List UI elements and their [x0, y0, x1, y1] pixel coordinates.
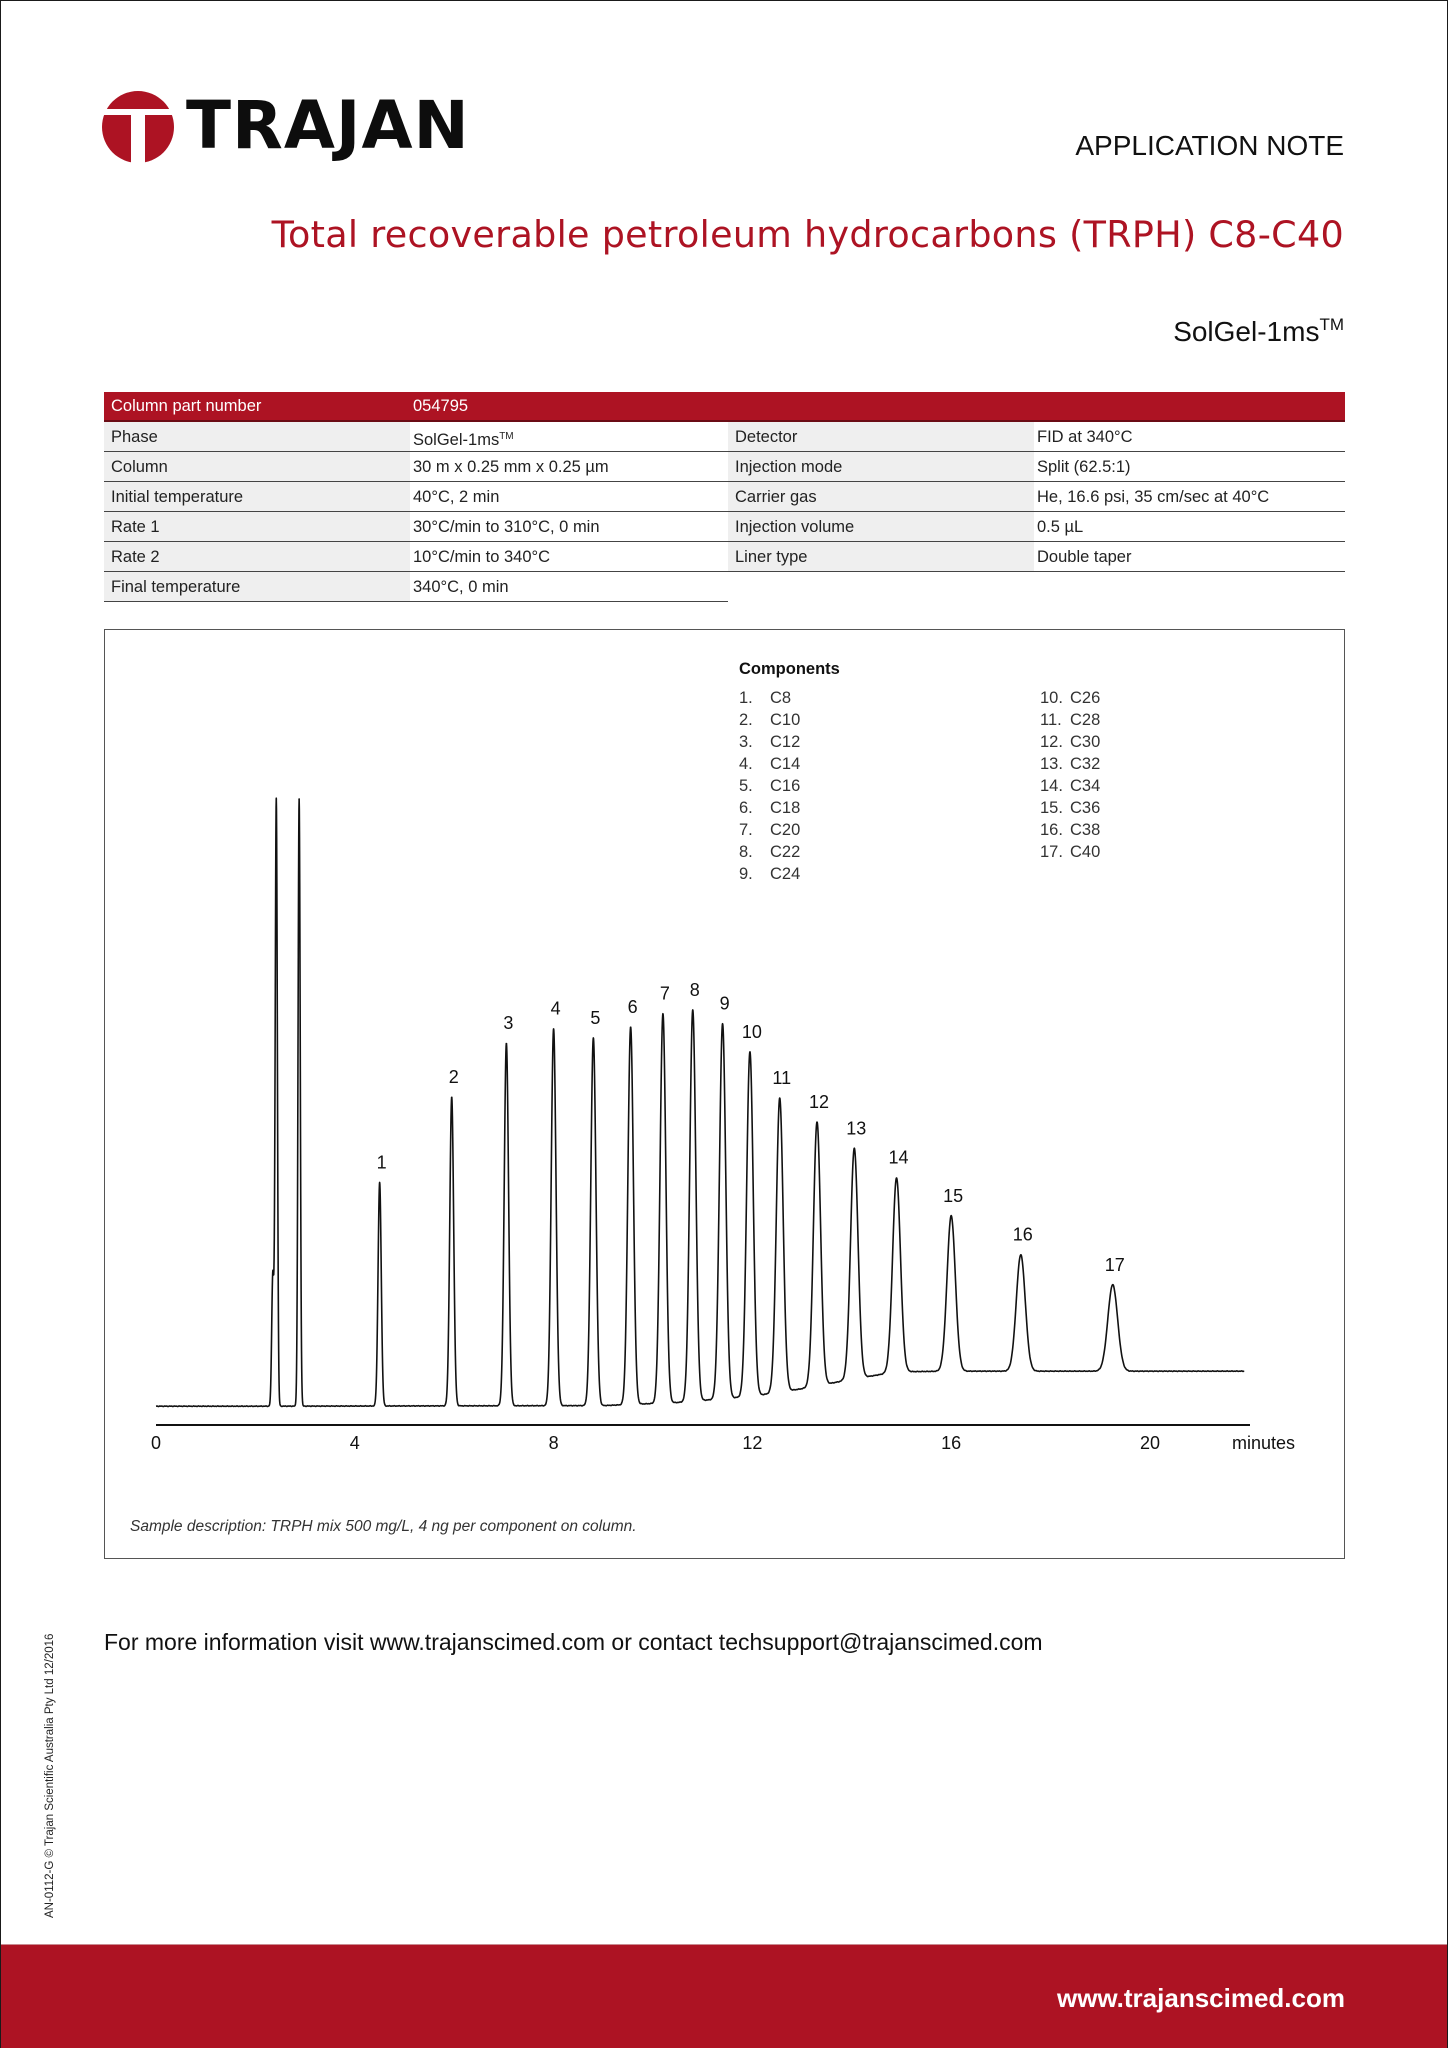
component-name: C12 [770, 733, 801, 751]
component-item [1040, 775, 1100, 797]
component-number: 16. [1040, 821, 1063, 839]
component-name: C10 [770, 711, 801, 729]
spec-value-text: Split (62.5:1) [1037, 458, 1131, 476]
x-tick-label: 16 [941, 1433, 962, 1453]
component-name: C14 [770, 755, 801, 773]
peak-label: 12 [808, 1092, 830, 1113]
peak-label: 3 [503, 1013, 514, 1034]
component-number: 6. [739, 799, 753, 817]
spec-header-label: Column part number [111, 396, 262, 415]
component-item [739, 775, 800, 797]
brand-name: TRAJAN [186, 87, 470, 164]
x-tick-label: 8 [548, 1433, 559, 1453]
spec-header-value: 054795 [413, 396, 469, 415]
component-item [739, 863, 800, 885]
component-item [739, 731, 800, 753]
components-column-right [1040, 687, 1100, 863]
trademark: TM [1319, 315, 1344, 334]
component-number: 3. [739, 733, 753, 751]
document-type: APPLICATION NOTE [1075, 130, 1344, 161]
component-number: 4. [739, 755, 753, 773]
component-item [1040, 731, 1100, 753]
chromatogram-trace [156, 798, 1244, 1406]
peak-label: 6 [627, 996, 638, 1017]
component-item [1040, 819, 1100, 841]
peak-label: 5 [590, 1008, 601, 1029]
peak-label: 13 [846, 1118, 867, 1139]
component-name: C34 [1070, 777, 1101, 795]
component-number: 10. [1040, 689, 1063, 707]
component-item [739, 841, 800, 863]
spec-label-text: Initial temperature [111, 488, 244, 506]
peak-label: 2 [448, 1066, 459, 1087]
spec-label-text: Detector [735, 428, 798, 446]
spec-value-text: FID at 340°C [1037, 428, 1133, 446]
footer-website-link[interactable]: www.trajanscimed.com [1056, 1983, 1345, 2013]
component-number: 13. [1040, 755, 1063, 773]
peak-label: 15 [943, 1185, 964, 1206]
component-number: 9. [739, 865, 753, 883]
x-tick-label: 4 [349, 1433, 360, 1453]
x-tick-label: 20 [1139, 1433, 1161, 1453]
peak-label: 9 [719, 993, 730, 1014]
component-item [739, 819, 800, 841]
component-name: C38 [1070, 821, 1101, 839]
more-info-text: For more information visit www.trajanscimed.com or contact techsupport@trajanscimed.com [104, 1629, 1043, 1655]
peak-label: 10 [741, 1021, 762, 1042]
spec-value-text: 10°C/min to 340°C [413, 548, 551, 566]
component-item [739, 709, 800, 731]
spec-label-text: Injection volume [735, 518, 855, 536]
peak-label: 11 [772, 1068, 792, 1089]
component-item [739, 797, 800, 819]
spec-value-text: 30 m x 0.25 mm x 0.25 µm [413, 458, 609, 476]
document-title: Total recoverable petroleum hydrocarbons (TRPH) C8-C40 [271, 213, 1344, 256]
component-number: 5. [739, 777, 753, 795]
document-code-copyright: AN-0112-G © Trajan Scientific Australia Pty Ltd 12/2016 [44, 1633, 56, 1918]
component-name: C20 [770, 821, 801, 839]
component-number: 2. [739, 711, 753, 729]
component-number: 17. [1040, 843, 1063, 861]
spec-label-text: Carrier gas [735, 488, 817, 506]
subtitle-text: SolGel-1ms [1173, 316, 1320, 347]
spec-label-text: Final temperature [111, 578, 241, 596]
peak-label: 8 [689, 979, 700, 1000]
component-name: C40 [1070, 843, 1101, 861]
x-tick-label: 12 [742, 1433, 763, 1453]
spec-value-text: 40°C, 2 min [413, 488, 500, 506]
component-name: C30 [1070, 733, 1101, 751]
spec-label-text: Phase [111, 428, 158, 446]
trademark: TM [499, 431, 514, 442]
components-title: Components [739, 660, 840, 678]
component-name: C32 [1070, 755, 1101, 773]
peak-label: 4 [550, 998, 561, 1019]
component-name: C26 [1070, 689, 1101, 707]
component-item [1040, 687, 1100, 709]
spec-label-text: Rate 2 [111, 548, 160, 566]
component-name: C16 [770, 777, 801, 795]
spec-label-text: Liner type [735, 548, 808, 566]
peak-label: 1 [376, 1152, 387, 1173]
spec-value-text: 30°C/min to 310°C, 0 min [413, 518, 600, 536]
component-name: C22 [770, 843, 801, 861]
component-number: 1. [739, 689, 753, 707]
component-number: 14. [1040, 777, 1063, 795]
components-column-left [739, 687, 800, 885]
component-name: C18 [770, 799, 801, 817]
sample-description: Sample description: TRPH mix 500 mg/L, 4 ng per component on column. [130, 1518, 637, 1535]
spec-value-text: SolGel-1ms [413, 431, 500, 449]
component-number: 15. [1040, 799, 1063, 817]
component-number: 7. [739, 821, 753, 839]
component-item [1040, 841, 1100, 863]
component-item [1040, 709, 1100, 731]
component-number: 12. [1040, 733, 1063, 751]
component-name: C8 [770, 689, 792, 707]
component-name: C28 [1070, 711, 1101, 729]
x-axis-label: minutes [1232, 1433, 1296, 1453]
spec-label-text: Rate 1 [111, 518, 160, 536]
component-item [1040, 797, 1100, 819]
spec-label-text: Column [111, 458, 168, 476]
component-number: 8. [739, 843, 753, 861]
component-name: C24 [770, 865, 801, 883]
component-number: 11. [1040, 711, 1062, 729]
peak-label: 17 [1104, 1254, 1125, 1275]
component-item [1040, 753, 1100, 775]
peak-label: 16 [1012, 1224, 1033, 1245]
peak-label: 7 [659, 983, 670, 1004]
spec-label-text: Injection mode [735, 458, 843, 476]
component-item [739, 687, 800, 709]
spec-value-text: He, 16.6 psi, 35 cm/sec at 40°C [1037, 488, 1270, 506]
x-tick-label: 0 [150, 1433, 162, 1453]
spec-value-text: 0.5 µL [1037, 518, 1084, 536]
spec-value-text: 340°C, 0 min [413, 578, 509, 596]
component-name: C36 [1070, 799, 1101, 817]
spec-value-text: Double taper [1037, 548, 1132, 566]
component-item [739, 753, 800, 775]
components-legend [739, 660, 1159, 883]
peak-label: 14 [888, 1147, 909, 1168]
